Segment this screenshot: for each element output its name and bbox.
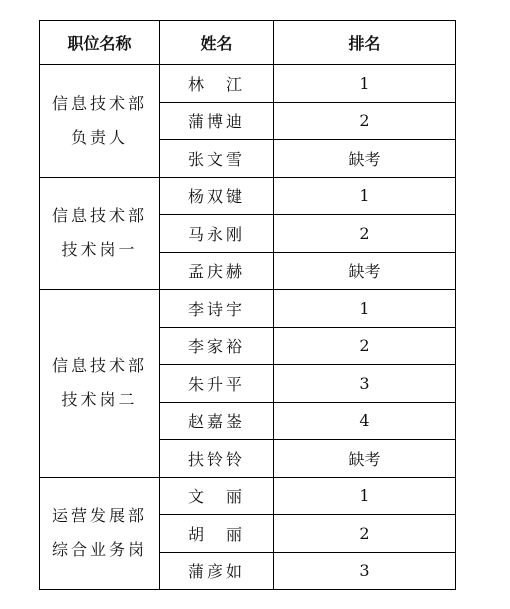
candidate-name: 蒲博迪 xyxy=(160,102,274,140)
candidate-name: 杨双键 xyxy=(160,177,274,215)
position-line: 信息技术部 xyxy=(51,93,147,113)
candidate-name: 赵嘉崟 xyxy=(160,402,274,440)
candidate-name: 马永刚 xyxy=(160,215,274,253)
table-row xyxy=(40,290,456,328)
candidate-rank: 1 xyxy=(274,290,456,328)
candidate-rank: 2 xyxy=(274,102,456,140)
position-line: 信息技术部 xyxy=(51,206,147,226)
candidate-rank: 1 xyxy=(274,477,456,515)
candidate-rank: 2 xyxy=(274,327,456,365)
table-row xyxy=(40,177,456,215)
candidate-rank: 2 xyxy=(274,215,456,253)
candidate-name: 扶铃铃 xyxy=(160,440,274,478)
position-cell xyxy=(40,65,160,178)
candidate-rank: 1 xyxy=(274,65,456,103)
candidate-name: 李诗宇 xyxy=(160,290,274,328)
candidate-name: 孟庆赫 xyxy=(160,252,274,290)
candidate-rank: 2 xyxy=(274,515,456,553)
header-position: 职位名称 xyxy=(40,21,160,65)
table-row xyxy=(40,65,456,103)
position-line: 负责人 xyxy=(70,127,128,147)
candidate-rank: 4 xyxy=(274,402,456,440)
position-cell xyxy=(40,477,160,590)
position-cell xyxy=(40,177,160,290)
header-rank: 排名 xyxy=(274,21,456,65)
candidate-name: 李家裕 xyxy=(160,327,274,365)
candidate-rank: 3 xyxy=(274,365,456,403)
position-line: 技术岗一 xyxy=(61,240,138,260)
header-name: 姓名 xyxy=(160,21,274,65)
position-line: 技术岗二 xyxy=(61,390,138,410)
position-line: 运营发展部 xyxy=(51,506,147,526)
table-row xyxy=(40,477,456,515)
candidate-name: 林 江 xyxy=(160,65,274,103)
position-line: 综合业务岗 xyxy=(51,540,147,560)
candidate-rank: 缺考 xyxy=(274,440,456,478)
candidate-name: 文 丽 xyxy=(160,477,274,515)
candidate-rank: 3 xyxy=(274,552,456,590)
candidate-rank: 1 xyxy=(274,177,456,215)
table-body xyxy=(40,65,456,590)
header-row xyxy=(40,21,456,65)
position-cell xyxy=(40,290,160,478)
candidate-rank: 缺考 xyxy=(274,140,456,178)
position-line: 信息技术部 xyxy=(51,356,147,376)
candidate-name: 胡 丽 xyxy=(160,515,274,553)
candidate-name: 朱升平 xyxy=(160,365,274,403)
candidate-name: 蒲彦如 xyxy=(160,552,274,590)
candidate-name: 张文雪 xyxy=(160,140,274,178)
candidate-rank: 缺考 xyxy=(274,252,456,290)
results-table xyxy=(39,20,456,590)
